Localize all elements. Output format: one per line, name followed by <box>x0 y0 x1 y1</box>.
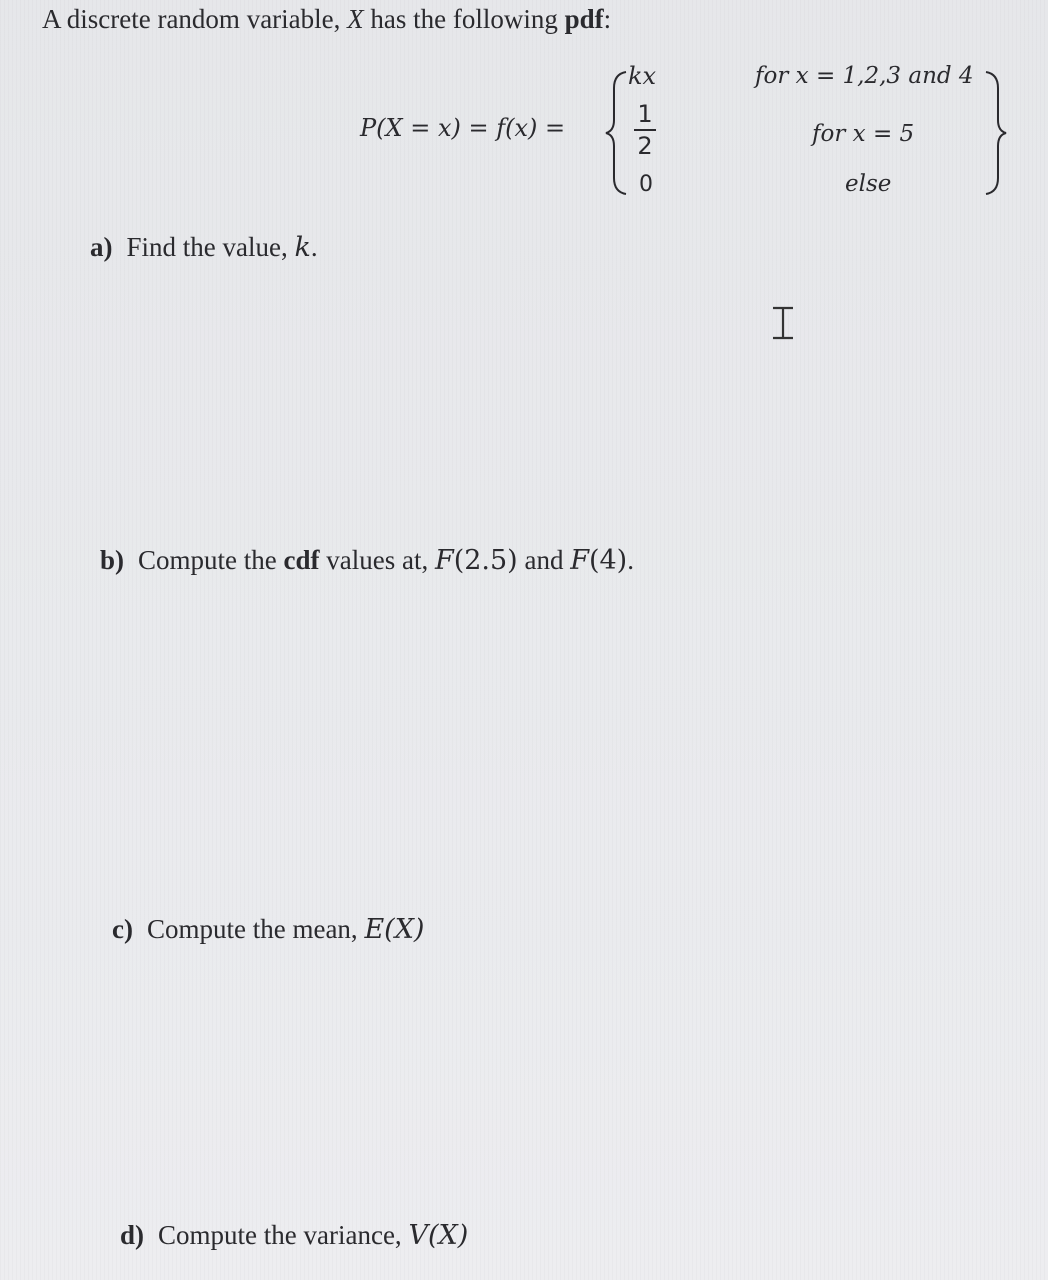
question-d-text: Compute the variance, <box>158 1220 409 1250</box>
question-b-text: Compute the <box>138 545 284 575</box>
question-b-arg2: (4) <box>588 545 628 576</box>
intro-pdf-term: pdf <box>564 4 604 34</box>
question-c-text: Compute the mean, <box>146 914 365 944</box>
question-d-arg: (X) <box>427 1220 469 1251</box>
fraction-bar <box>634 129 656 131</box>
right-brace-icon <box>982 68 1008 198</box>
question-b-cdf-term: cdf <box>283 545 320 575</box>
question-a-math: k <box>294 232 311 263</box>
question-b-and: and <box>517 545 571 575</box>
intro-text: A discrete random variable, <box>42 4 348 34</box>
case-3-value: 0 <box>639 172 653 197</box>
question-b-end: . <box>627 545 634 575</box>
question-c-label: c) <box>112 914 133 944</box>
intro-mid-text: has the following <box>363 4 565 34</box>
question-a-label: a) <box>90 232 113 262</box>
question-c-arg: (X) <box>384 914 425 945</box>
case-1-condition: for x = 1,2,3 and 4 <box>755 63 974 89</box>
question-d-math: V <box>408 1220 428 1251</box>
intro-variable: X <box>347 4 364 34</box>
question-d <box>120 1220 468 1251</box>
question-c <box>112 914 424 945</box>
question-b-math2: F <box>570 545 589 576</box>
question-a-text: Find the value, <box>126 232 295 262</box>
question-b-text2: values at, <box>319 545 435 575</box>
question-a-end: . <box>310 232 318 262</box>
question-c-math: E <box>364 914 385 945</box>
case-1-value: kx <box>628 62 657 90</box>
question-b-math1: F <box>434 545 454 576</box>
question-b-label: b) <box>100 545 125 575</box>
case-2-condition: for x = 5 <box>812 121 915 147</box>
left-brace-icon <box>604 68 630 198</box>
case-3-condition: else <box>845 171 892 197</box>
question-d-label: d) <box>120 1220 145 1250</box>
question-b-arg1: (2.5) <box>453 545 518 576</box>
case-2-fraction <box>634 100 656 160</box>
fraction-numerator: 1 <box>637 100 653 128</box>
problem-intro <box>42 4 611 35</box>
fraction-denominator: 2 <box>637 132 653 160</box>
text-cursor-icon <box>770 306 796 340</box>
question-b <box>100 545 634 576</box>
intro-colon: : <box>603 4 612 34</box>
question-a <box>90 232 318 263</box>
pdf-lhs: P(X = x) = f(x) = <box>360 114 566 142</box>
